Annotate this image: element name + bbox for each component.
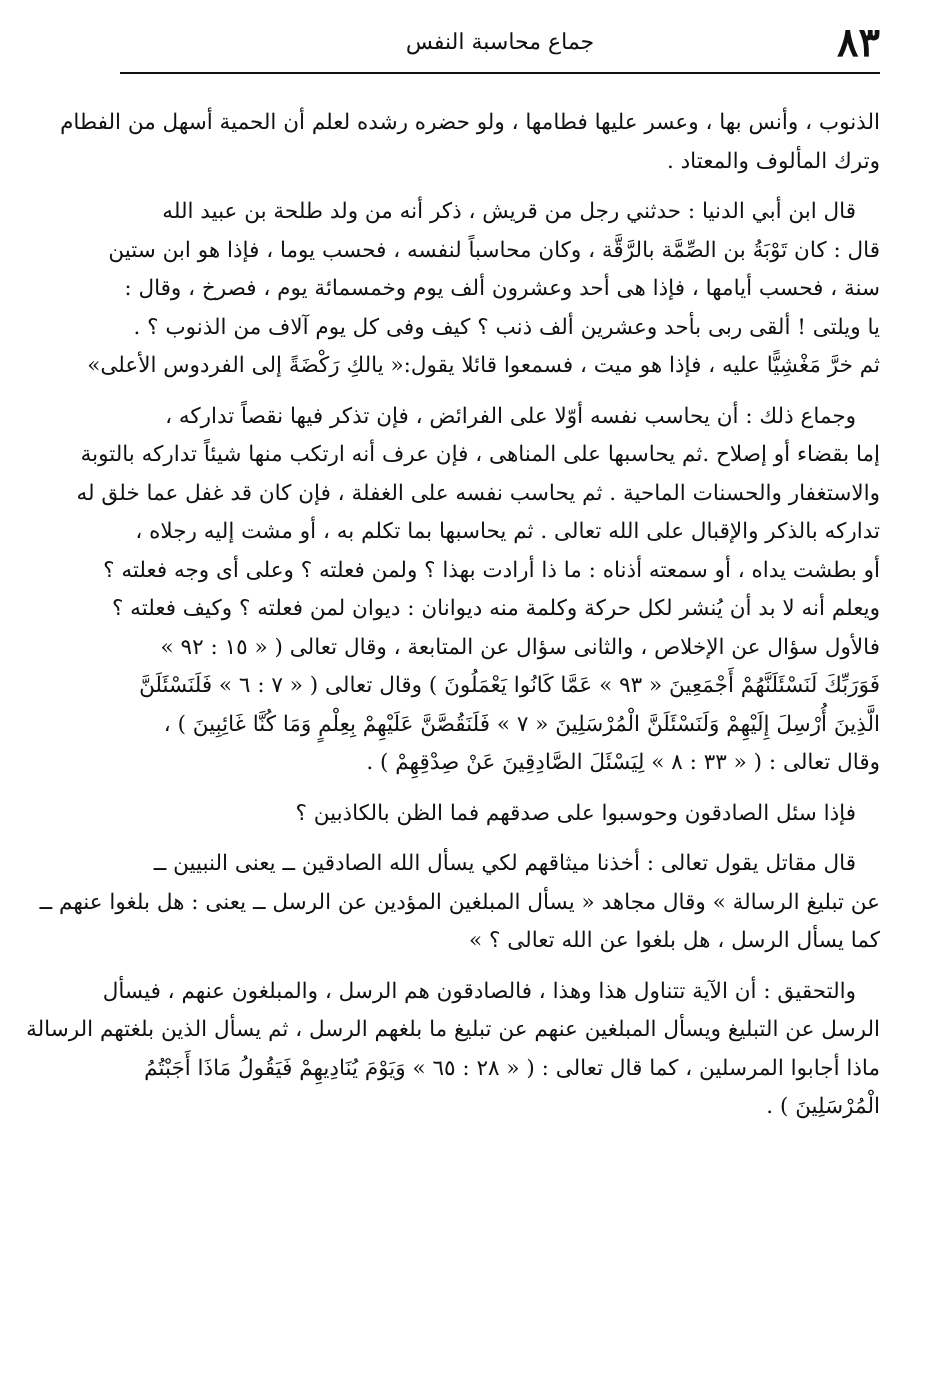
text-line: فالأول سؤال عن الإخلاص ، والثانى سؤال عن المتابعة ، وقال تعالى ( « ١٥ : ٩٢ » (160, 634, 880, 660)
text-line: الْمُرْسَلِينَ ) . (766, 1094, 880, 1119)
page-number: ٨٣ (837, 19, 880, 66)
text-line: وجماع ذلك : أن يحاسب نفسه أوّلا على الفرائض ، فإن تذكر فيها نقصاً تداركه ، (165, 403, 856, 429)
text-line: ويعلم أنه لا بد أن يُنشر لكل حركة وكلمة منه ديوانان : ديوان لمن فعلته ؟ وكيف فعلته ؟ (111, 596, 880, 621)
text-line: فَوَرَبِّكَ لَنَسْئَلَنَّهُمْ أَجْمَعِينَ « ٩٣ » عَمَّا كَانُوا يَعْمَلُونَ ) وقال تعالى ( « ٧ : ٦ » فَلَنَسْئَلَنَّ (139, 673, 880, 698)
text-line: الذنوب ، وأنس بها ، وعسر عليها فطامها ، ولو حضره رشده لعلم أن الحمية أسهل من الفطام (60, 110, 880, 135)
book-page (26, 14, 880, 1364)
text-line: فإذا سئل الصادقون وحوسبوا على صدقهم فما الظن بالكاذبين ؟ (295, 800, 856, 826)
text-line: قال ابن أبي الدنيا : حدثني رجل من قريش ، ذكر أنه من ولد طلحة بن عبيد الله (162, 199, 856, 224)
page-header (120, 14, 880, 74)
paragraph (60, 104, 880, 181)
text-line: ماذا أجابوا المرسلين ، كما قال تعالى : ( « ٢٨ : ٦٥ » وَيَوْمَ يُنَادِيهِمْ فَيَقُولُ مَاذَا أَجَبْتُمُ (144, 1055, 880, 1081)
text-line: أو بطشت يداه ، أو سمعته أذناه : ما ذا أرادت بهذا ؟ ولمن فعلته ؟ وعلى أى وجه فعلته ؟ (103, 557, 880, 583)
text-line: قال مقاتل يقول تعالى : أخذنا ميثاقهم لكي يسأل الله الصادقين ــ يعنى النبيين ــ (153, 851, 856, 876)
text-line: والتحقيق : أن الآية تتناول هذا وهذا ، فالصادقون هم الرسل ، والمبلغون عنهم ، فيسأل (102, 978, 856, 1004)
paragraph (39, 845, 880, 961)
text-line: وقال تعالى : ( « ٣٣ : ٨ » لِيَسْئَلَ الصَّادِقِينَ عَنْ صِدْقِهِمْ ) . (366, 750, 880, 775)
text-line: الَّذِينَ أُرْسِلَ إِلَيْهِمْ وَلَنَسْئَلَنَّ الْمُرْسَلِينَ « ٧ » فَلَنَقُصَّنَّ عَلَيْهِمْ بِعِلْمٍ وَمَا كُنَّا غَائِبِينَ ) ، (163, 711, 880, 737)
paragraph (120, 795, 880, 834)
running-title: جماع محاسبة النفس (405, 30, 595, 55)
text-line: وترك المألوف والمعتاد . (666, 148, 880, 174)
text-line: قال : كان تَوْبَةُ بن الصِّمَّة بالرَّقَّة ، وكان محاسباً لنفسه ، فحسب يوما ، فإذا هو ابن ستين (108, 237, 880, 263)
paragraph (76, 398, 880, 783)
text-line: يا ويلتى ! ألقى ربى بأحد وعشرين ألف ذنب ؟ كيف وفى كل يوم آلاف من الذنوب ؟ . (133, 314, 880, 340)
text-line: عن تبليغ الرسالة » وقال مجاهد « يسأل المبلغين المؤدين عن الرسل ــ يعنى : هل بلغوا عنهم ــ (39, 889, 880, 915)
text-line: والاستغفار والحسنات الماحية . ثم يحاسب نفسه على الغفلة ، فإن كان قد غفل عما خلق له (76, 480, 880, 506)
paragraph (26, 973, 880, 1127)
paragraph (87, 193, 880, 386)
text-line: إما بقضاء أو إصلاح .ثم يحاسبها على المناهى ، فإن عرف أنه ارتكب منها شيئاً تداركه بالتوبة (80, 442, 880, 467)
text-line: الرسل عن التبليغ ويسأل المبلغين عنهم عن تبليغ ما بلغهم الرسل ، ثم يسأل الذين بلغتهم الرسالة (26, 1017, 880, 1042)
text-line: تداركه بالذكر والإقبال على الله تعالى . ثم يحاسبها بما تكلم به ، أو مشت إليه رجلاه ، (135, 519, 880, 544)
text-line: كما يسأل الرسل ، هل بلغوا عن الله تعالى ؟ » (469, 928, 880, 953)
text-line: ثم خرَّ مَغْشِيًّا عليه ، فإذا هو ميت ، فسمعوا قائلا يقول:« يالكِ رَكْضَةً إلى الفردوس الأعلى» (87, 353, 880, 378)
body-text (26, 104, 880, 1127)
text-line: سنة ، فحسب أيامها ، فإذا هى أحد وعشرون ألف يوم وخمسمائة يوم ، فصرخ ، وقال : (124, 276, 880, 301)
